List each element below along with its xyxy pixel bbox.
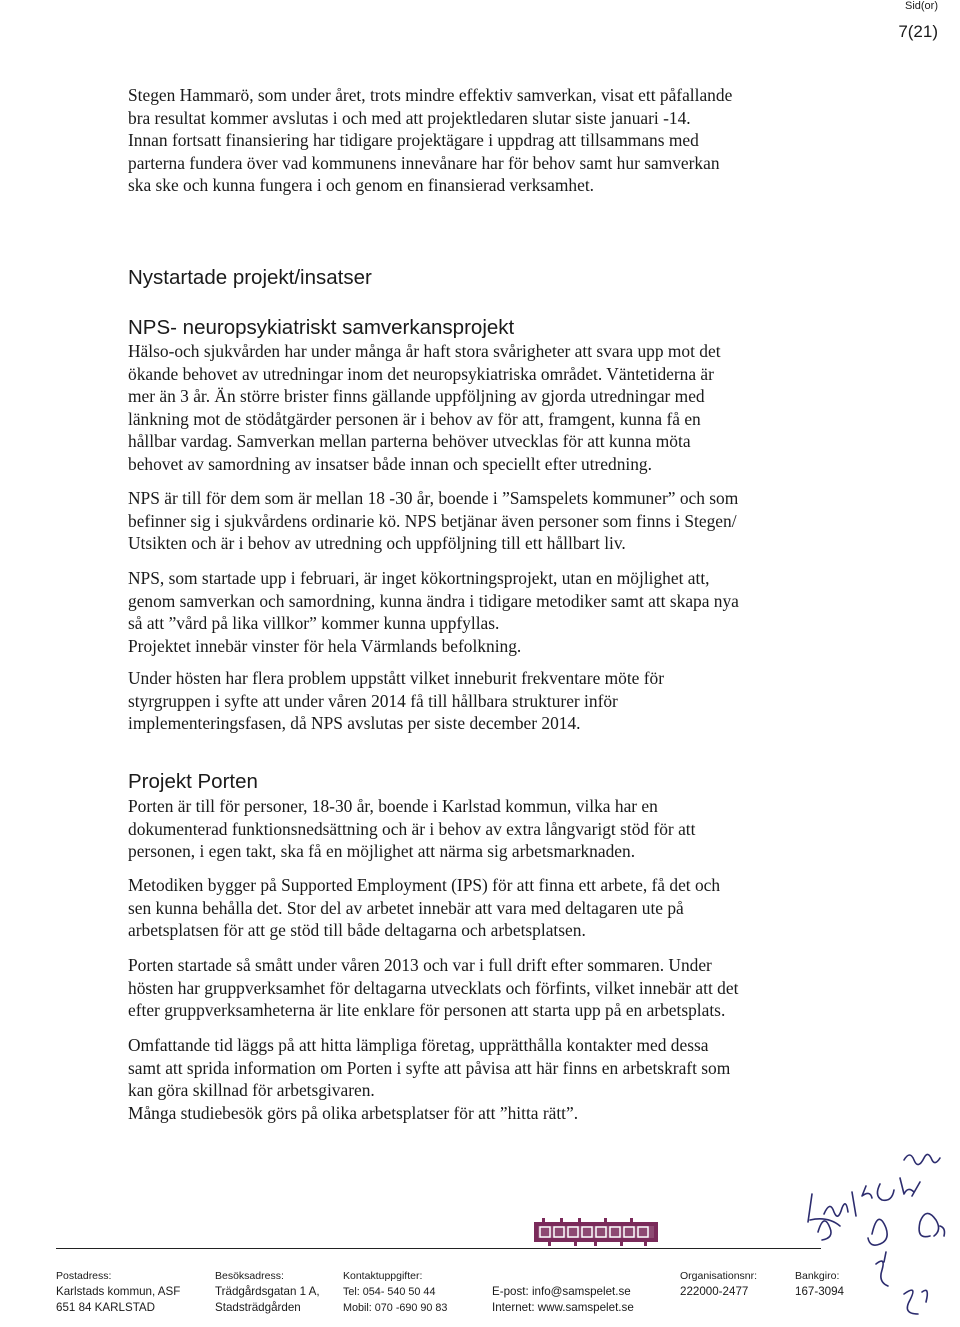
text-line: Stegen Hammarö, som under året, trots mindre effektiv samverkan, visat ett påfallande <box>128 85 733 105</box>
footer-visit <box>215 1268 320 1316</box>
org-number: 222000-2477 <box>680 1285 749 1298</box>
porten-title: Projekt Porten <box>128 770 258 793</box>
postal-line-1: Karlstads kommun, ASF <box>56 1285 181 1298</box>
intro-paragraph <box>128 84 840 197</box>
visit-label: Besöksadress: <box>215 1270 284 1282</box>
samspelet-logo-graphic <box>534 1218 658 1246</box>
page-label: Sid(or) <box>904 0 938 12</box>
text-line: behovet av samordning av insatser både innan och speciellt efter utredning. <box>128 453 652 474</box>
nps-paragraph-4 <box>128 667 840 735</box>
visit-line-2: Stadsträdgården <box>215 1301 301 1314</box>
footer-contact <box>343 1268 447 1316</box>
postal-line-2: 651 84 KARLSTAD <box>56 1301 156 1314</box>
page-number: 7(21) <box>898 22 938 41</box>
porten-paragraph-2 <box>128 874 840 942</box>
nps-title: NPS- neuropsykiatriskt samverkansprojekt <box>128 316 515 339</box>
text-line: efter gruppverksamheterna är lite enklare för personen att starta upp på en arbetsplats. <box>128 1000 726 1021</box>
text-line: samt att sprida information om Porten i syfte att påvisa att här finns en arbetskraft som <box>128 1057 731 1078</box>
contact-mobile: Mobil: 070 -690 90 83 <box>343 1302 448 1314</box>
visit-line-1: Trädgårdsgatan 1 A, <box>215 1285 320 1298</box>
porten-paragraph-4 <box>128 1034 840 1124</box>
nps-paragraph-3 <box>128 567 840 657</box>
nps-paragraph-2 <box>128 487 840 555</box>
text-line: implementeringsfasen, då NPS avslutas per siste december 2014. <box>128 713 581 734</box>
text-line: NPS, som startade upp i februari, är inget kökortningsprojekt, utan en möjlighet att, <box>128 568 710 588</box>
text-line: Innan fortsatt finansiering har tidigare projektägare i uppdrag att tillsammans med <box>128 130 699 151</box>
postal-label: Postadress: <box>56 1270 112 1282</box>
text-line: dokumenterad funktionsnedsättning och är i behov av extra långvarigt stöd för att <box>128 818 696 839</box>
bankgiro-number: 167-3094 <box>795 1285 844 1298</box>
contact-email: E-post: info@samspelet.se <box>492 1285 631 1298</box>
text-line: sen kunna behålla det. Stor del av arbetet innebär att vara med deltagaren ute på <box>128 897 684 918</box>
text-line: arbetsplatsen för att ge stöd till både deltagarna och arbetsplatsen. <box>128 920 586 941</box>
footer-org <box>680 1268 757 1300</box>
footer-postal <box>56 1268 180 1316</box>
text-line: genom samverkan och samordning, kunna ändra i tidigare metodiker samt att skapa nya <box>128 590 739 611</box>
text-line: hållbar vardag. Samverkan mellan parterna behöver utvecklas för att kunna möta <box>128 431 691 452</box>
contact-label: Kontaktuppgifter: <box>343 1270 423 1282</box>
text-line: parterna fundera över vad kommunens innevånare har för behov samt hur samverkan <box>128 152 720 173</box>
text-line: personen, i egen takt, ska få en möjlighet att närma sig arbetsmarknaden. <box>128 841 636 862</box>
text-line: Omfattande tid läggs på att hitta lämpliga företag, upprätthålla kontakter med dessa <box>128 1035 709 1055</box>
text-line: så att ”vård på lika villkor” kommer kunna uppfyllas. <box>128 613 500 634</box>
text-line: Porten är till för personer, 18-30 år, boende i Karlstad kommun, vilka har en <box>128 796 658 816</box>
bankgiro-label: Bankgiro: <box>795 1270 840 1282</box>
contact-phone: Tel: 054- 540 50 44 <box>343 1286 436 1298</box>
porten-paragraph-3 <box>128 954 840 1022</box>
contact-website: Internet: www.samspelet.se <box>492 1301 634 1314</box>
org-label: Organisationsnr: <box>680 1270 758 1282</box>
samspelet-logo <box>534 1218 658 1246</box>
text-line: Hälso-och sjukvården har under många år haft stora svårigheter att svara upp mot det <box>128 341 721 361</box>
text-line: Många studiebesök görs på olika arbetsplatser för att ”hitta rätt”. <box>128 1102 579 1123</box>
text-line: Metodiken bygger på Supported Employment (IPS) för att finna ett arbete, få det och <box>128 875 721 895</box>
text-line: hösten har gruppverksamhet för deltagarna utvecklats och förfints, vilket innebär att det <box>128 977 739 998</box>
text-line: NPS är till för dem som är mellan 18 -30 år, boende i ”Samspelets kommuner” och som <box>128 488 739 508</box>
text-line: mer än 3 år. Än större brister finns gällande uppföljning av gjorda utredningar med <box>128 386 705 407</box>
porten-paragraph-1 <box>128 795 840 863</box>
footer-web <box>492 1284 634 1316</box>
text-line: ska ske och kunna fungera i och genom en finansierad verksamhet. <box>128 175 595 196</box>
text-line: Under hösten har flera problem uppstått vilket inneburit frekventare möte för <box>128 668 665 688</box>
text-line: Projektet innebär vinster för hela Värmlands befolkning. <box>128 635 522 656</box>
handwritten-signatures <box>780 1130 960 1327</box>
text-line: kan göra skillnad för arbetsgivaren. <box>128 1080 375 1101</box>
nps-paragraph-1 <box>128 340 840 476</box>
text-line: länkning mot de stödåtgärder personen är i behov av för att, framgent, kunna få en <box>128 408 701 429</box>
text-line: bra resultat kommer avslutas i och med att projektledaren slutar siste januari -14. <box>128 107 691 128</box>
footer-divider <box>56 1248 821 1249</box>
section-title: Nystartade projekt/insatser <box>128 266 372 289</box>
text-line: Porten startade så smått under våren 2013 och var i full drift efter sommaren. Under <box>128 955 712 975</box>
text-line: styrgruppen i syfte att under våren 2014 få till hållbara strukturer inför <box>128 690 618 711</box>
text-line: befinner sig i sjukvårdens ordinarie kö. NPS betjänar även personer som finns i Stegen/ <box>128 510 737 531</box>
text-line: Utsikten och är i behov av utredning och uppföljning till ett hållbart liv. <box>128 533 626 554</box>
text-line: ökande behovet av utredningar inom det neuropsykiatriska området. Väntetiderna är <box>128 363 714 384</box>
